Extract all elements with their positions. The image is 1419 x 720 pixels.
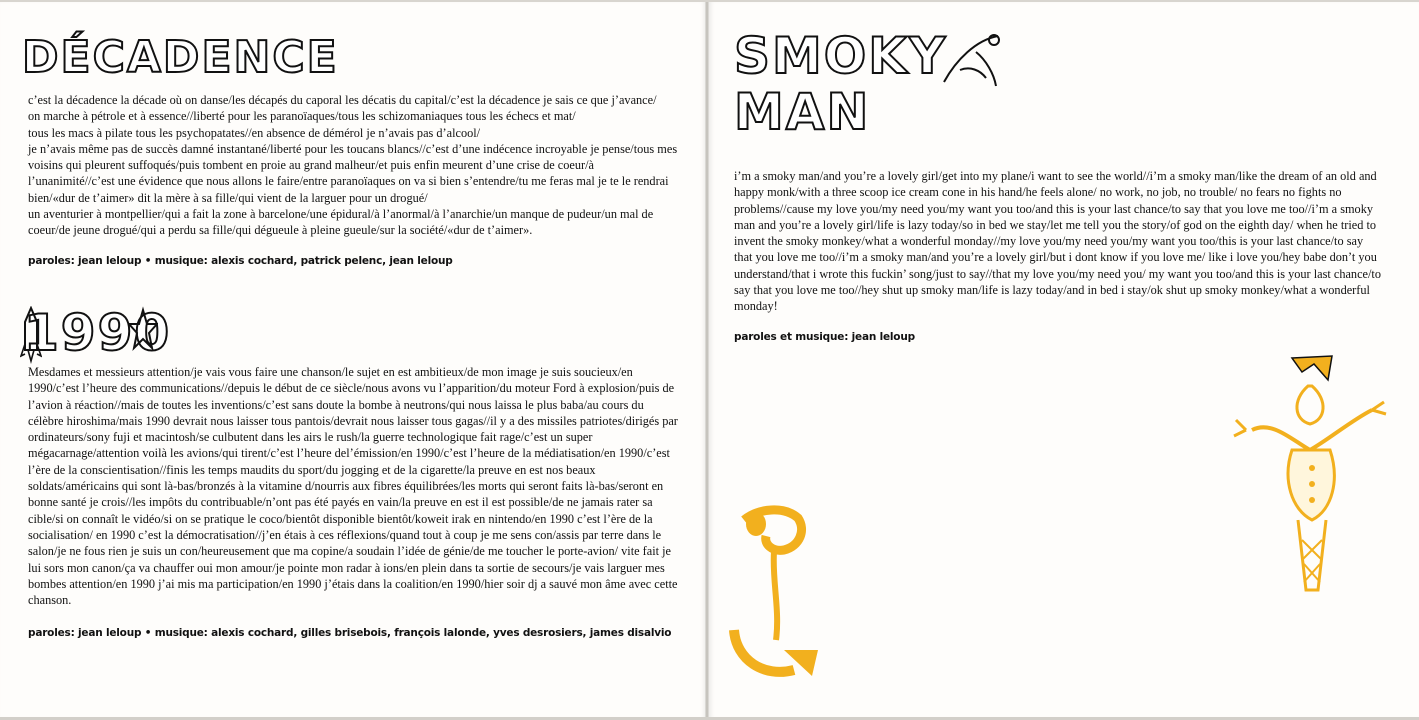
smoky-lyrics: i’m a smoky man/and you’re a lovely girl/get into my plane/i want to see the world//i’m a smoky man/like the dream of an old and happy monk/with a three scoop ice cream cone in his hand/he feels alone/ no work, no job, no trouble/ no fears no fights no problems//cause my love you/my need you/my want you too/and this is your last chance/to say that you love me too//i’m a smoky man and you’re a lovely girl/life is lazy today/so in bed we stay/let me tell you the story/of god on the eighth day/ when he tried to invent the smoky monkey/what a wonderful monday//my love you/my need you/my want you too/this is your last chance/to say that you love me too//i’m a smoky man/and you’re a lovely girl/but i dont know if you love me/ like i love you/hey babe don’t you understand/that i wrote this fuckin’ song/just to say//that my love you/my need you/ my want you too/and this is your last chance/to say that you love me too//hey shut up smoky man/life is lazy today/and in bed i stay/ok shut up smoky monkey/what a wonderful monday! [734, 169, 1381, 314]
decadence-credit: paroles: jean leloup • musique: alexis cochard, patrick pelenc, jean leloup [28, 255, 453, 267]
smoky-credit: paroles et musique: jean leloup [734, 331, 915, 343]
star-icon [128, 306, 158, 356]
year1990-title: 1990 [24, 304, 172, 362]
year1990-credit: paroles: jean leloup • musique: alexis cochard, gilles brisebois, françois lalonde, yves desrosiers, james disalvio [28, 627, 672, 639]
rocket-icon [20, 306, 42, 364]
smoky-title-line2: MAN [734, 83, 871, 141]
monkey-doodle-icon [936, 30, 1006, 90]
smoky-title-line1: SMOKY [734, 27, 948, 85]
paper-top-edge [0, 0, 1419, 2]
year1990-lyrics: Mesdames et messieurs attention/je vais vous faire une chanson/le sujet en est ambitieux/de mon image je suis soucieux/en 1990/c’est l’heure des communications//depuis le début de ce siècle/nous avons vu l’apparition/du moteur Ford à explosion/puis de l’avion à réaction//mais de toutes les inventions/c’est sans doute la bombe à neutrons/qui nous laissa le plus baba/au cours du célèbre hiroshima/mais 1990 devrait nous laisser tous pantois/devrait nous laisser tous gagas//il y a des missiles patriotes/dirigés par ordinateurs/sony fuji et macintosh/se culbutent dans les airs le rush/la guerre technologique fait rage/c’est un super mégacarnage/attention voilà les avions/qui tirent/c’est l’heure del’émission/en 1990/c’est l’heure de la médiatisation/en 1990/c’est l’ère de la conscientisation//finis les temps maudits du sport/du jogging et de la cigarette/la preuve en est nos beaux soldats/américains qui sont là-bas/bronzés à la vitamine d/nourris aux fibres équilibrées/les morts qui seront faits là-bas/seront en bonne santé je crois//les impôts du contribuable/n’ont pas été payés en vain/la preuve en est il est possible/de ne jamais rater sa cible/si on connaît le vidéo/si on se pratique le coco/bientôt disponible bientôt/koweit irak en nintendo/en 1990 c’est l’ère de la socialisation/ en 1990 c’est la démocratisation//j’en étais à ces réflexions/quand tout à coup je me sens con/assis par terre dans le salon/je ne fous rien je suis un con/heureusement que ma copine/a soudain l’idée de génie/de me toucher le porte-avion/ vite fait je lui sors mon canon/ça va chauffer oui mon amour/je pointe mon radar à ions/en plein dans ta sortie de secours/je vais larguer mes bombes attention/en 1990 j’ai mis ma participation/en 1990 j’étais dans la coalition/en 1990/hier soir dj a sauvé mon âme avec cette chanson. [28, 365, 678, 608]
decadence-lyrics: c’est la décadence la décade où on danse/les décapés du caporal les décatis du capital/c’est la décadence je sais ce que j’avance/ on marche à pétrole et à essence//liberté pour les paranoïaques/tous les schizomaniaques tous les échecs et mat/ tous les macs à pilate tous les psychopatates//en absence de démérol je n’avais pas d’alcool/ je n’avais même pas de succès damné instantané/liberté pour les toucans blancs//c’est d’une indécence incroyable je pense/tous mes voisins qui pleurent suffoqués/puis tombent en proie au grand malheur/et puis enfin meurent d’une crise de coeur/à l’unanimité//c’est une évidence que nous allons le faire/entre paranoïaques on va si bien s’entendre/tu me feras mal je te le rendrai bien/«dur de t’aimer» dit la mère à sa fille/qui vient de la larguer pour un drogué/ un aventurier à montpellier/qui a fait la zone à barcelone/une épidural/à l’anormal/à l’anarchie/un manque de pudeur/un mal de coeur/de jeune drogué/qui a perdu sa fille/qui dégueule à pleine gueule/sur la société/«dur de t’aimer». [28, 93, 678, 238]
decadence-title: DÉCADENCE [22, 32, 339, 83]
yellow-trumpet-figure-illustration [714, 500, 834, 690]
booklet-spine [705, 0, 709, 720]
yellow-clown-figure-illustration [1232, 350, 1392, 600]
